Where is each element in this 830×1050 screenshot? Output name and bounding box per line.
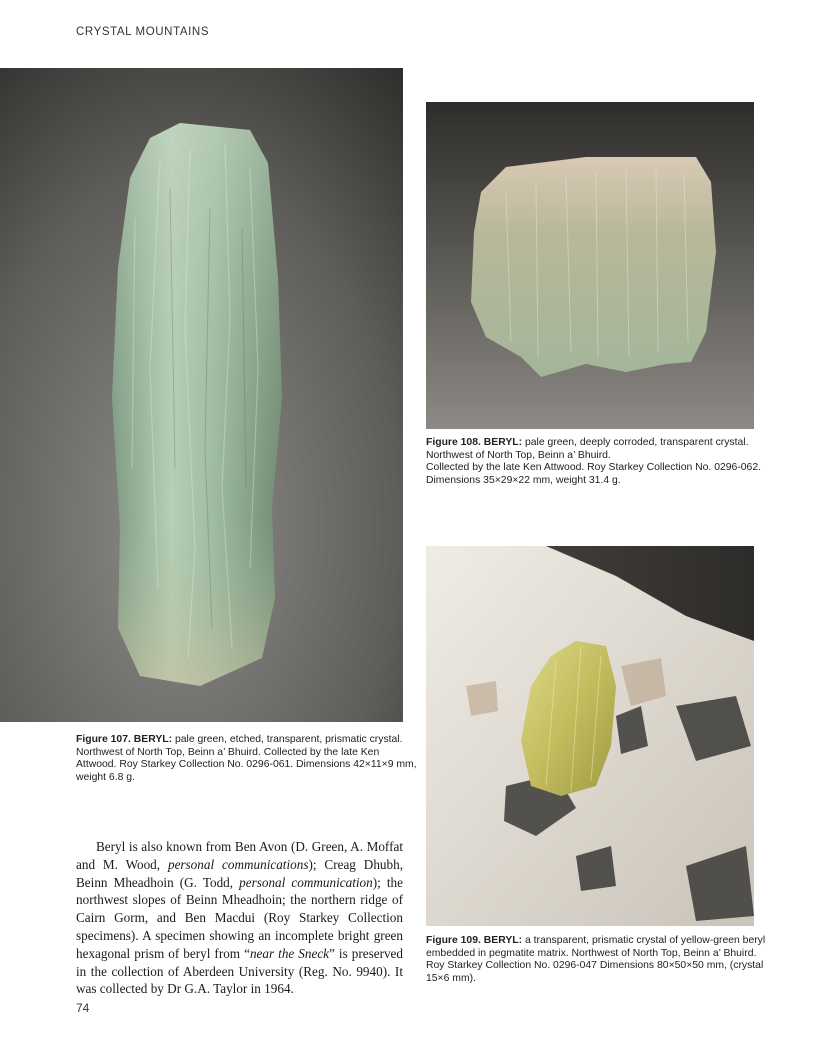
body-text-segment: Beryl is also known from Ben Avon (D. Green, A. Moffat and M. Wood, (76, 839, 403, 872)
mineral-name: BERYL: (133, 734, 173, 745)
mineral-name: BERYL: (483, 935, 523, 946)
figure-108-photo (426, 102, 754, 429)
figure-109-caption (426, 935, 766, 985)
caption-line: Collected by the late Ken Attwood. Roy Starkey Collection No. 0296-062. (426, 462, 762, 474)
figure-107-caption (76, 734, 417, 784)
caption-text: pale green, deeply corroded, transparent crystal. (524, 437, 749, 448)
figure-108-caption (426, 437, 762, 487)
running-head: CRYSTAL MOUNTAINS (76, 26, 210, 38)
mineral-name: BERYL: (483, 437, 523, 448)
caption-line (76, 734, 406, 747)
caption-line (426, 935, 766, 948)
body-text-segment: ); the northwest slopes of Beinn Mheadhoin; the northern ridge of Cairn Gorm, and Ben Macdui (Roy Starkey Collection specimens). A specimen showing an incomplete bright green hexagonal prism of beryl from “ (76, 874, 403, 961)
figure-107-photo (0, 68, 403, 722)
caption-line: weight 6.8 g. (76, 771, 135, 783)
figure-label: Figure 109. (426, 935, 481, 946)
caption-text: a transparent, prismatic crystal of yellow-green beryl (524, 935, 766, 946)
caption-line: Dimensions 35×29×22 mm, weight 31.4 g. (426, 474, 621, 486)
figure-label: Figure 108. (426, 437, 481, 448)
figure-109-photo (426, 546, 754, 926)
body-italic-segment: near the Sneck (249, 945, 330, 961)
body-text-segment: ); Creag Dhubh, Beinn Mheadhoin (G. Todd, (76, 856, 403, 890)
caption-line: Attwood. Roy Starkey Collection No. 0296-061. Dimensions 42×11×9 mm, (76, 759, 417, 771)
body-text-segment: ” is preserved in the collection of Aberdeen University (Reg. No. 9940). It was collected by Dr G.A. Taylor in 1964. (76, 945, 404, 997)
figure-label: Figure 107. (76, 734, 131, 745)
page-number: 74 (76, 1001, 90, 1015)
caption-line (426, 437, 756, 450)
caption-text: pale green, etched, transparent, prismatic crystal. (174, 734, 403, 745)
caption-line: 15×6 mm). (426, 972, 476, 984)
body-italic-segment: personal communications (167, 856, 309, 872)
caption-line: Roy Starkey Collection No. 0296-047 Dimensions 80×50×50 mm, (crystal (426, 960, 764, 972)
caption-line: embedded in pegmatite matrix. Northwest of North Top, Beinn a’ Bhuird. (426, 947, 757, 959)
caption-line: Northwest of North Top, Beinn a’ Bhuird. Collected by the late Ken (76, 746, 380, 758)
caption-line: Northwest of North Top, Beinn a’ Bhuird. (426, 449, 611, 461)
body-paragraph (76, 838, 403, 998)
body-italic-segment: personal communication (239, 874, 373, 890)
